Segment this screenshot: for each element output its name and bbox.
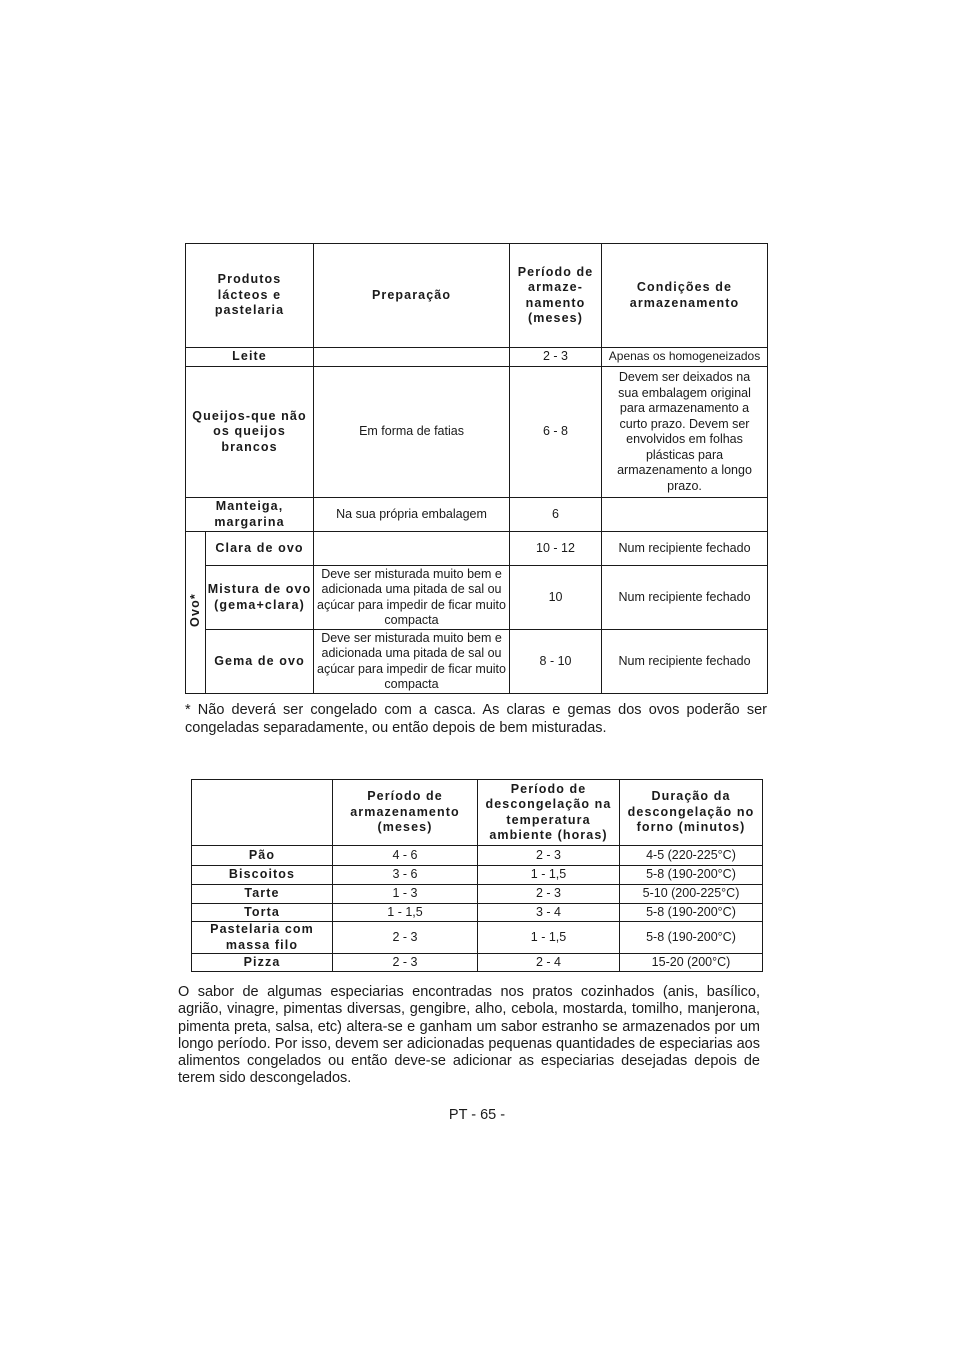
- table-row: [186, 367, 768, 498]
- oven-thaw-cell: 5-8 (190-200°C): [620, 904, 763, 922]
- table-row: [192, 922, 763, 954]
- period-cell: 8 - 10: [510, 630, 602, 694]
- period-cell: 6: [510, 498, 602, 532]
- preparation-cell: Deve ser misturada muito bem e adicionada uma pitada de sal ou açúcar para impedir de ficar muito compacta: [314, 630, 510, 694]
- preparation-cell: [314, 532, 510, 566]
- dairy-storage-table: [185, 243, 768, 694]
- product-cell: Pizza: [192, 954, 333, 972]
- period-cell: 10 - 12: [510, 532, 602, 566]
- room-thaw-cell: 3 - 4: [478, 904, 620, 922]
- period-cell: 6 - 8: [510, 367, 602, 498]
- table-row: [186, 498, 768, 532]
- table-row: [192, 846, 763, 866]
- header-preparation: Preparação: [314, 244, 510, 348]
- conditions-cell: [602, 498, 768, 532]
- header-storage-period: Período de armaze-namento (meses): [510, 244, 602, 348]
- conditions-cell: Apenas os homogeneizados: [602, 348, 768, 367]
- room-thaw-cell: 2 - 4: [478, 954, 620, 972]
- product-cell: Pão: [192, 846, 333, 866]
- oven-thaw-cell: 15-20 (200°C): [620, 954, 763, 972]
- storage-cell: 2 - 3: [333, 954, 478, 972]
- product-cell: Gema de ovo: [206, 630, 314, 694]
- header-empty: [192, 780, 333, 846]
- spices-paragraph: O sabor de algumas especiarias encontradas nos pratos cozinhados (anis, basílico, agrião, vinagre, pimentas diversas, gengibre, alho, cebola, mostarda, tomilho, manjerona, pimenta preta, salsa, etc) altera-se e ganham um sabor estranho se armazenados por um longo período. Por isso, devem ser adicionadas pequenas quantidades de especiarias aos alimentos congelados ou então deve-se adicionar as especiarias desejadas depois de terem sido descongelados.: [178, 984, 760, 1087]
- table-row: [186, 348, 768, 367]
- product-cell: Clara de ovo: [206, 532, 314, 566]
- header-products: Produtos lácteos e pastelaria: [186, 244, 314, 348]
- table-header-row: [192, 780, 763, 846]
- room-thaw-cell: 1 - 1,5: [478, 866, 620, 885]
- storage-cell: 3 - 6: [333, 866, 478, 885]
- table-header-row: [186, 244, 768, 348]
- table-row: [192, 954, 763, 972]
- preparation-cell: Na sua própria embalagem: [314, 498, 510, 532]
- product-cell: Queijos-que não os queijos brancos: [186, 367, 314, 498]
- conditions-cell: Num recipiente fechado: [602, 532, 768, 566]
- table-row: [192, 866, 763, 885]
- product-cell: Tarte: [192, 885, 333, 904]
- conditions-cell: Devem ser deixados na sua embalagem original para armazenamento a curto prazo. Devem ser envolvidos em folhas plásticas para armazenamento a longo prazo.: [602, 367, 768, 498]
- conditions-cell: Num recipiente fechado: [602, 630, 768, 694]
- egg-group-label: Ovo*: [187, 593, 202, 628]
- header-oven-thaw: Duração da descongelação no forno (minutos): [620, 780, 763, 846]
- room-thaw-cell: 1 - 1,5: [478, 922, 620, 954]
- header-storage-period: Período de armazenamento (meses): [333, 780, 478, 846]
- conditions-cell: Num recipiente fechado: [602, 566, 768, 630]
- egg-group-cell: [186, 532, 206, 694]
- period-cell: 10: [510, 566, 602, 630]
- page-number: PT - 65 -: [448, 1107, 506, 1123]
- preparation-cell: Em forma de fatias: [314, 367, 510, 498]
- period-cell: 2 - 3: [510, 348, 602, 367]
- storage-cell: 1 - 3: [333, 885, 478, 904]
- table-row: [186, 532, 768, 566]
- table-row: [192, 885, 763, 904]
- oven-thaw-cell: 5-8 (190-200°C): [620, 866, 763, 885]
- table-row: [186, 630, 768, 694]
- storage-cell: 2 - 3: [333, 922, 478, 954]
- product-cell: Manteiga, margarina: [186, 498, 314, 532]
- oven-thaw-cell: 4-5 (220-225°C): [620, 846, 763, 866]
- header-storage-conditions: Condições de armazenamento: [602, 244, 768, 348]
- header-room-thaw: Período de descongelação na temperatura ambiente (horas): [478, 780, 620, 846]
- product-cell: Leite: [186, 348, 314, 367]
- table-row: [192, 904, 763, 922]
- table-row: [186, 566, 768, 630]
- room-thaw-cell: 2 - 3: [478, 846, 620, 866]
- preparation-cell: [314, 348, 510, 367]
- product-cell: Pastelaria com massa filo: [192, 922, 333, 954]
- storage-cell: 4 - 6: [333, 846, 478, 866]
- oven-thaw-cell: 5-8 (190-200°C): [620, 922, 763, 954]
- thawing-table: [191, 779, 763, 972]
- room-thaw-cell: 2 - 3: [478, 885, 620, 904]
- storage-cell: 1 - 1,5: [333, 904, 478, 922]
- product-cell: Biscoitos: [192, 866, 333, 885]
- egg-footnote: * Não deverá ser congelado com a casca. As claras e gemas dos ovos poderão ser congeladas separadamente, ou então depois de bem misturadas.: [185, 702, 767, 736]
- product-cell: Torta: [192, 904, 333, 922]
- product-cell: Mistura de ovo (gema+clara): [206, 566, 314, 630]
- preparation-cell: Deve ser misturada muito bem e adicionada uma pitada de sal ou açúcar para impedir de ficar muito compacta: [314, 566, 510, 630]
- oven-thaw-cell: 5-10 (200-225°C): [620, 885, 763, 904]
